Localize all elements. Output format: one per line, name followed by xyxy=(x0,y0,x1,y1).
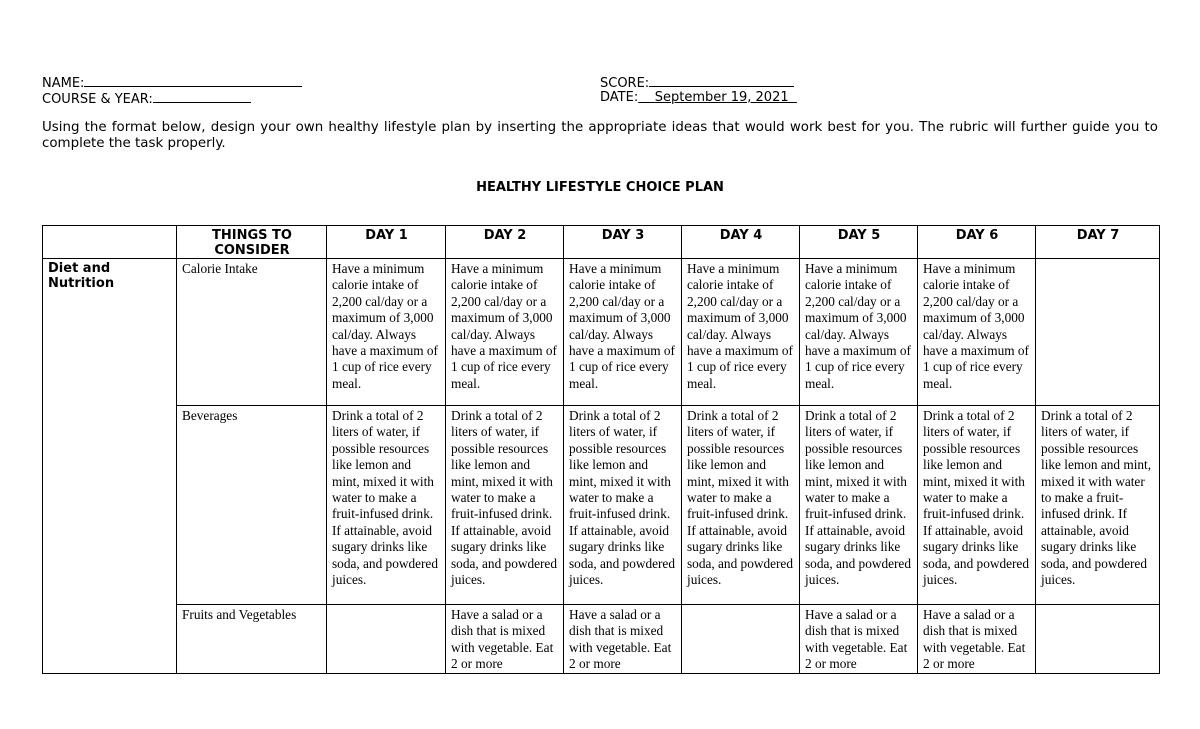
table-cell[interactable]: Drink a total of 2 liters of water, if possible resources like lemon and mint, mixed it with water to make a fruit-infused drink. If attainable, avoid sugary drinks like soda, and powdered juices. xyxy=(446,406,564,605)
column-header-day5: DAY 5 xyxy=(800,226,918,259)
date-value[interactable]: September 19, 2021 xyxy=(654,90,789,105)
table-cell[interactable]: Drink a total of 2 liters of water, if possible resources like lemon and mint, mixed it with water to make a fruit-infused drink. If attainable, avoid sugary drinks like soda, and powdered juices. xyxy=(682,406,800,605)
table-cell[interactable]: Have a minimum calorie intake of 2,200 cal/day or a maximum of 3,000 cal/day. Always have a maximum of 1 cup of rice every meal. xyxy=(800,259,918,406)
page-title: HEALTHY LIFESTYLE CHOICE PLAN xyxy=(476,180,724,195)
table-cell[interactable]: Have a minimum calorie intake of 2,200 cal/day or a maximum of 3,000 cal/day. Always have a maximum of 1 cup of rice every meal. xyxy=(327,259,446,406)
table-header-row xyxy=(43,226,1160,259)
table-cell[interactable]: Have a minimum calorie intake of 2,200 cal/day or a maximum of 3,000 cal/day. Always have a maximum of 1 cup of rice every meal. xyxy=(918,259,1036,406)
course-year-field[interactable] xyxy=(42,90,251,108)
column-header-day3: DAY 3 xyxy=(564,226,682,259)
course-year-label: COURSE & YEAR: xyxy=(42,92,153,107)
table-row xyxy=(43,259,1160,406)
table-row xyxy=(43,406,1160,605)
table-cell[interactable] xyxy=(1036,605,1160,674)
course-year-blank[interactable] xyxy=(153,90,251,103)
table-cell[interactable] xyxy=(1036,259,1160,406)
column-header-day1: DAY 1 xyxy=(327,226,446,259)
table-cell[interactable]: Have a minimum calorie intake of 2,200 cal/day or a maximum of 3,000 cal/day. Always have a maximum of 1 cup of rice every meal. xyxy=(682,259,800,406)
row-label: Fruits and Vegetables xyxy=(177,605,327,674)
table-cell[interactable]: Have a salad or a dish that is mixed with vegetable. Eat 2 or more xyxy=(800,605,918,674)
name-label: NAME: xyxy=(42,76,85,91)
row-label: Calorie Intake xyxy=(177,259,327,406)
table-cell[interactable] xyxy=(327,605,446,674)
date-label: DATE: xyxy=(600,90,639,105)
date-field[interactable] xyxy=(600,90,797,106)
column-header-day6: DAY 6 xyxy=(918,226,1036,259)
table-cell[interactable]: Have a minimum calorie intake of 2,200 cal/day or a maximum of 3,000 cal/day. Always have a maximum of 1 cup of rice every meal. xyxy=(446,259,564,406)
table-cell[interactable] xyxy=(682,605,800,674)
table-cell[interactable]: Drink a total of 2 liters of water, if possible resources like lemon and mint, mixed it with water to make a fruit-infused drink. If attainable, avoid sugary drinks like soda, and powdered juices. xyxy=(564,406,682,605)
table-cell[interactable]: Have a minimum calorie intake of 2,200 cal/day or a maximum of 3,000 cal/day. Always have a maximum of 1 cup of rice every meal. xyxy=(564,259,682,406)
score-blank[interactable] xyxy=(649,74,794,87)
column-header xyxy=(43,226,177,259)
table-cell[interactable]: Have a salad or a dish that is mixed with vegetable. Eat 2 or more xyxy=(564,605,682,674)
lifestyle-plan-table xyxy=(42,225,1160,674)
table-cell[interactable]: Drink a total of 2 liters of water, if possible resources like lemon and mint, mixed it with water to make a fruit-infused drink. If attainable, avoid sugary drinks like soda, and powdered juices. xyxy=(327,406,446,605)
column-header-day7: DAY 7 xyxy=(1036,226,1160,259)
column-header-day2: DAY 2 xyxy=(446,226,564,259)
row-label: Beverages xyxy=(177,406,327,605)
category-cell: Diet and Nutrition xyxy=(43,259,177,674)
table-row xyxy=(43,605,1160,674)
table-cell[interactable]: Drink a total of 2 liters of water, if possible resources like lemon and mint, mixed it with water to make a fruit-infused drink. If attainable, avoid sugary drinks like soda, and powdered juices. xyxy=(800,406,918,605)
instructions-text: Using the format below, design your own healthy lifestyle plan by inserting the appropriate ideas that would work best for you. The rubric will further guide you to complete the task properly. xyxy=(42,120,1158,151)
score-label: SCORE: xyxy=(600,76,650,91)
name-blank[interactable] xyxy=(84,74,302,87)
table-cell[interactable]: Have a salad or a dish that is mixed with vegetable. Eat 2 or more xyxy=(446,605,564,674)
table-cell[interactable]: Drink a total of 2 liters of water, if possible resources like lemon and mint, mixed it with water to make a fruit-infused drink. If attainable, avoid sugary drinks like soda, and powdered juices. xyxy=(1036,406,1160,605)
column-header-day4: DAY 4 xyxy=(682,226,800,259)
column-header-things: THINGS TO CONSIDER xyxy=(177,226,327,259)
table-cell[interactable]: Drink a total of 2 liters of water, if possible resources like lemon and mint, mixed it with water to make a fruit-infused drink. If attainable, avoid sugary drinks like soda, and powdered juices. xyxy=(918,406,1036,605)
table-cell[interactable]: Have a salad or a dish that is mixed with vegetable. Eat 2 or more xyxy=(918,605,1036,674)
